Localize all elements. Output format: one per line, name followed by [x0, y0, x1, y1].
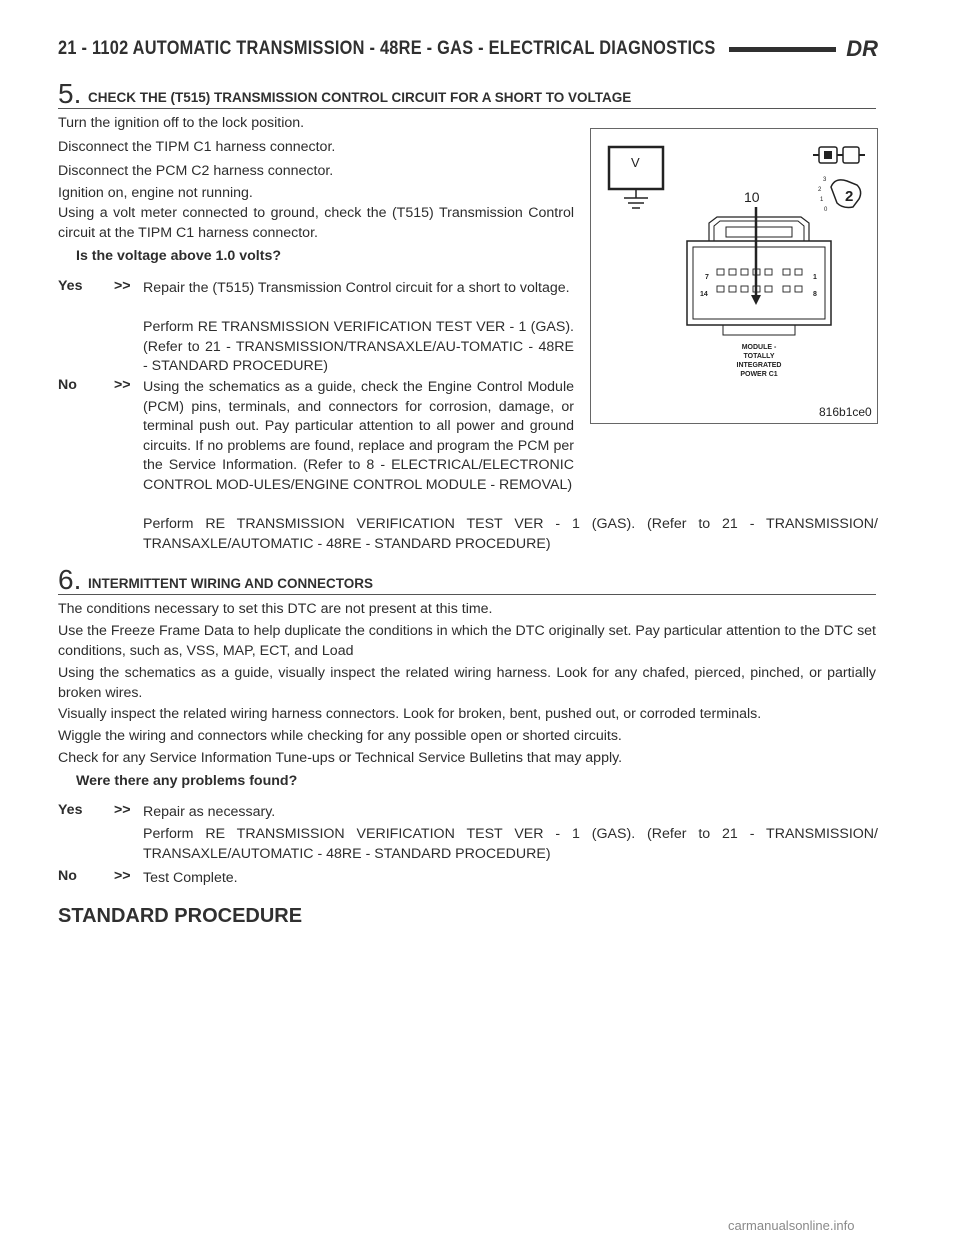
- instruction: Wiggle the wiring and connectors while checking for any possible open or shorted circuits.: [58, 728, 622, 744]
- instruction: Disconnect the PCM C2 harness connector.: [58, 163, 334, 179]
- arrow: >>: [114, 278, 131, 294]
- instruction: Visually inspect the related wiring harness connectors. Look for broken, bent, pushed out, or corroded terminals.: [58, 706, 762, 722]
- connector-figure: [590, 128, 878, 424]
- step-title: CHECK THE (T515) TRANSMISSION CONTROL CIRCUIT FOR A SHORT TO VOLTAGE: [88, 90, 632, 105]
- page-title: 21 - 1102 AUTOMATIC TRANSMISSION - 48RE - GAS - ELECTRICAL DIAGNOSTICS: [58, 38, 716, 59]
- meter-label: V: [631, 155, 640, 170]
- no-verification: Perform RE TRANSMISSION VERIFICATION TEST VER - 1 (GAS). (Refer to 21 - TRANSMISSION/ TRANSAXLE/AUTOMATIC - 48RE - STANDARD PROCEDURE): [143, 516, 878, 552]
- pin-cavity: [765, 269, 772, 275]
- pin-cavity: [741, 269, 748, 275]
- arrow: >>: [114, 377, 131, 393]
- pin-cavity: [765, 286, 772, 292]
- pin-cavity: [717, 269, 724, 275]
- dial-digit: 1: [820, 197, 824, 203]
- caption-line: TOTALLY: [743, 353, 775, 360]
- arrow: >>: [114, 802, 131, 818]
- pin-number: 1: [813, 274, 817, 281]
- dial-value: 2: [845, 188, 854, 205]
- step-5-heading: [58, 80, 876, 109]
- instruction: Disconnect the TIPM C1 harness connector.: [58, 139, 336, 155]
- page-header: [58, 34, 878, 64]
- dial-digit: 0: [824, 207, 828, 213]
- pin-cavity: [795, 286, 802, 292]
- figure-id: 816b1ce0: [819, 405, 872, 419]
- connector-diagram: [687, 217, 831, 335]
- voltmeter-icon: [609, 147, 663, 208]
- instruction: Turn the ignition off to the lock position.: [58, 115, 305, 131]
- pin-cavity: [729, 269, 736, 275]
- pin-cavity: [795, 269, 802, 275]
- question: Is the voltage above 1.0 volts?: [76, 248, 281, 264]
- yes-verification: Perform RE TRANSMISSION VERIFICATION TEST VER - 1 (GAS). (Refer to 21 - TRANSMISSION/ TRANSAXLE/AUTOMATIC - 48RE - STANDARD PROCEDURE): [143, 826, 878, 862]
- caption-line: MODULE -: [741, 344, 777, 351]
- yes-action: Repair as necessary.: [143, 804, 276, 820]
- pin-cavity: [783, 269, 790, 275]
- yes-verification: Perform RE TRANSMISSION VERIFICATION TEST VER - 1 (GAS). (Refer to 21 - TRANSMISSION/TRANSAXLE/AU-TOMATIC - 48RE - STANDARD PROCEDURE): [143, 319, 574, 374]
- no-label: No: [58, 868, 77, 884]
- pin-number: 14: [700, 291, 708, 298]
- step-number: 5.: [58, 78, 82, 109]
- instruction: Using the schematics as a guide, visually inspect the related wiring harness. Look for any chafed, pierced, pinched, or partially broken wires.: [58, 665, 876, 701]
- instruction: Check for any Service Information Tune-ups or Technical Service Bulletins that may apply.: [58, 750, 623, 766]
- question: Were there any problems found?: [76, 773, 298, 789]
- arrow: >>: [114, 868, 131, 884]
- caption-line: POWER C1: [740, 371, 778, 378]
- yes-label: Yes: [58, 802, 83, 818]
- pin-number: 7: [705, 274, 709, 281]
- yes-label: Yes: [58, 278, 83, 294]
- step-title: INTERMITTENT WIRING AND CONNECTORS: [88, 576, 373, 591]
- no-action: Test Complete.: [143, 870, 238, 886]
- instruction: The conditions necessary to set this DTC are not present at this time.: [58, 601, 493, 617]
- pin-callout: 10: [744, 189, 760, 205]
- pin-cavity: [717, 286, 724, 292]
- dial-icon: [818, 177, 861, 213]
- pin-number: 8: [813, 291, 817, 298]
- connector-icon: [813, 147, 865, 163]
- pin-cavity: [783, 286, 790, 292]
- instruction: Using a volt meter connected to ground, check the (T515) Transmission Control circuit at the TIPM C1 harness connector.: [58, 205, 574, 241]
- dial-digit: 2: [818, 187, 822, 193]
- watermark: carmanualsonline.info: [728, 1218, 855, 1233]
- instruction: Use the Freeze Frame Data to help duplicate the conditions in which the DTC originally set. Pay particular attention to the DTC set conditions, such as, VSS, MAP, ECT, and Load: [58, 623, 876, 659]
- header-rule: [729, 47, 837, 52]
- no-label: No: [58, 377, 77, 393]
- dial-digit: 3: [823, 177, 827, 183]
- instruction: Ignition on, engine not running.: [58, 185, 253, 201]
- section-heading: STANDARD PROCEDURE: [58, 905, 303, 927]
- no-action: Using the schematics as a guide, check the Engine Control Module (PCM) pins, terminals, and connectors for corrosion, damage, or terminal push out. Pay particular attention to all power and ground circuits. If no problems are found, replace and program the PCM per the Service Information. (Refer to 8 - ELECTRICAL/ELECTRONIC CONTROL MOD-ULES/ENGINE CONTROL MODULE - REMOVAL): [143, 379, 574, 493]
- brand-logo: DR: [846, 36, 878, 61]
- caption-line: INTEGRATED: [736, 362, 782, 369]
- pin-cavity: [741, 286, 748, 292]
- step-number: 6.: [58, 564, 82, 595]
- yes-action: Repair the (T515) Transmission Control circuit for a short to voltage.: [143, 280, 570, 296]
- pin-cavity: [729, 286, 736, 292]
- step-6-heading: [58, 566, 876, 595]
